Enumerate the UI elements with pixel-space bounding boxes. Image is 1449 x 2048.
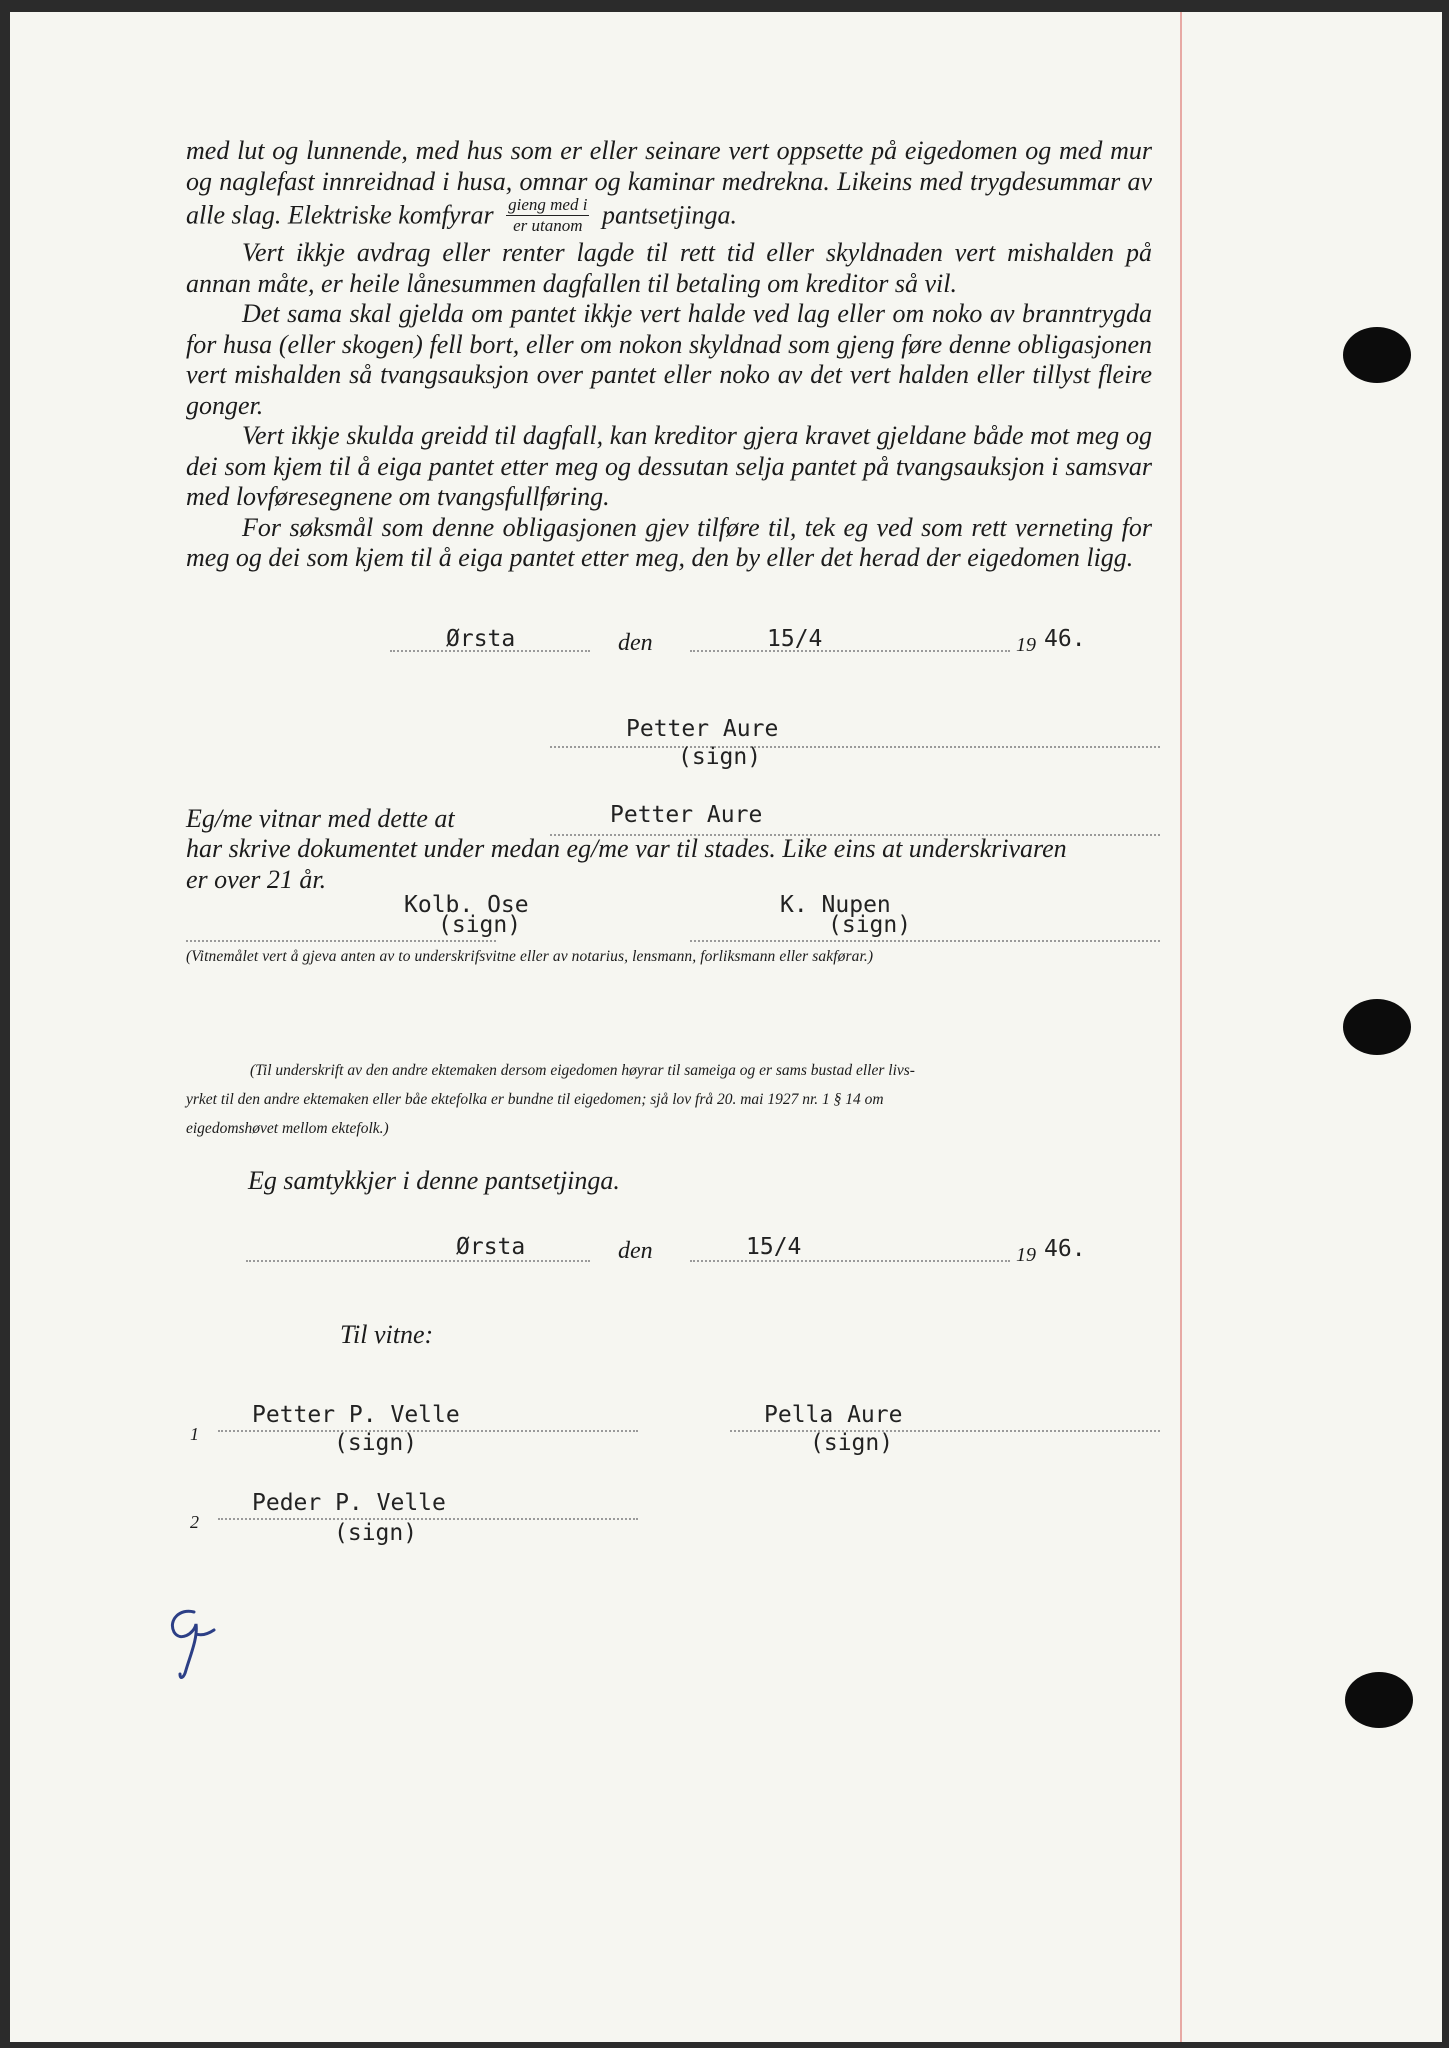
date2-place: Ørsta bbox=[456, 1234, 526, 1260]
signature1-name: Petter Aure bbox=[626, 716, 779, 742]
punch-hole bbox=[1343, 999, 1411, 1055]
witness-number-1: 1 bbox=[190, 1424, 199, 1444]
punch-hole bbox=[1345, 1672, 1413, 1728]
witness-statement-line1: har skrive dokumentet under medan eg/me var til stades. Like eins at underskrivaren bbox=[186, 834, 1067, 863]
paragraph-1 bbox=[186, 136, 1152, 238]
date1-place: Ørsta bbox=[446, 626, 516, 652]
note-witness-rule: (Vitnemålet vert å gjeva anten av to underskrifsvitne eller av notarius, lensmann, forliksmann eller sakførar.) bbox=[186, 948, 874, 965]
margin-rule bbox=[1180, 12, 1182, 2042]
fraction-choice bbox=[506, 195, 589, 236]
fraction-top: gieng med i bbox=[508, 195, 588, 214]
dotted-line bbox=[246, 1260, 590, 1262]
signature1-sign: (sign) bbox=[678, 744, 762, 770]
p1-line2: mur og naglefast innreidnad i husa, omnar og kaminar medrekna. Likeins med bbox=[186, 136, 1153, 196]
date2-year-suffix: 46. bbox=[1044, 1236, 1086, 1262]
witness2-name: K. Nupen bbox=[780, 892, 891, 918]
note2-line2: yrket til den andre ektemaken eller båe ektefolka er bundne til eigedomen; sjå lov frå 20. mai 1927 nr. 1 § 14 om bbox=[186, 1091, 884, 1108]
p1-line3-start: trygdesummar av alle slag. Elektriske komfyrar bbox=[186, 166, 1152, 230]
note2-line3: eigedomshøvet mellom ektefolk.) bbox=[186, 1120, 389, 1137]
document-page bbox=[10, 12, 1442, 2042]
witness-pella-name: Pella Aure bbox=[764, 1402, 903, 1428]
dotted-line bbox=[690, 650, 1010, 652]
paragraph-3: Det sama skal gjelda om pantet ikkje vert halde ved lag eller om noko av branntrygda for husa (eller skogen) fell bort, eller om nokon skyldnad som gjeng føre denne obligasjonen vert mishalden så tvangsauksjon over pantet eller noko av det vert halden eller tillyst fleire gonger. bbox=[186, 299, 1152, 420]
p1-line3-end: pantsetjinga. bbox=[601, 200, 737, 230]
til-vitne-label: Til vitne: bbox=[340, 1320, 434, 1349]
dotted-line bbox=[218, 1518, 638, 1520]
dotted-line bbox=[730, 1430, 1160, 1432]
signature-line bbox=[550, 746, 1160, 748]
witness-velle2-name: Peder P. Velle bbox=[252, 1490, 446, 1516]
paragraph-4: Vert ikkje skulda greidd til dagfall, kan kreditor gjera kravet gjeldane både mot meg og dei som kjem til å eiga pantet etter meg og dessutan selja pantet på tvangsauksjon i samsvar med lovføresegnene om tvangsfullføring. bbox=[186, 421, 1152, 511]
witness-statement-name: Petter Aure bbox=[610, 802, 763, 828]
witness2-sign: (sign) bbox=[828, 912, 912, 938]
note2-line1: (Til underskrift av den andre ektemaken dersom eigedomen høyrar til sameiga og er sams bustad eller livs- bbox=[250, 1062, 915, 1079]
consent-text: Eg samtykkjer i denne pantsetjinga. bbox=[248, 1166, 620, 1195]
date2-date: 15/4 bbox=[746, 1234, 802, 1260]
witness-velle2-sign: (sign) bbox=[334, 1520, 418, 1546]
date2-year-prefix: 19 bbox=[1016, 1244, 1036, 1266]
witness-pella-sign: (sign) bbox=[810, 1430, 894, 1456]
witness-number-2: 2 bbox=[190, 1512, 199, 1532]
date1-date: 15/4 bbox=[767, 626, 823, 652]
date1-den: den bbox=[618, 630, 653, 656]
date1-year-suffix: 46. bbox=[1044, 626, 1086, 652]
witness1-sign: (sign) bbox=[438, 912, 522, 938]
witness1-name: Kolb. Ose bbox=[404, 892, 529, 918]
body-text bbox=[186, 136, 1152, 574]
dotted-line bbox=[218, 1430, 638, 1432]
paragraph-2: Vert ikkje avdrag eller renter lagde til rett tid eller skyldnaden vert mishalden på annan måte, er heile lånesummen dagfallen til betaling om kreditor så vil. bbox=[186, 238, 1152, 298]
paragraph-5: For søksmål som denne obligasjonen gjev tilføre til, tek eg ved som rett verneting for meg og dei som kjem til å eiga pantet etter meg, den by eller det herad der eigedomen ligg. bbox=[186, 512, 1152, 572]
fraction-bottom: er utanom bbox=[513, 216, 583, 235]
p1-line1: med lut og lunnende, med hus som er eller seinare vert oppsette på eigedomen og med bbox=[186, 136, 1103, 165]
handwritten-initial-mark bbox=[160, 1604, 230, 1684]
date2-den: den bbox=[618, 1238, 653, 1264]
witness-statement-prefix: Eg/me vitnar med dette at bbox=[186, 804, 455, 833]
witness-statement-line2: er over 21 år. bbox=[186, 865, 327, 894]
date1-year-prefix: 19 bbox=[1016, 634, 1036, 656]
witness-velle1-name: Petter P. Velle bbox=[252, 1402, 460, 1428]
dotted-line bbox=[690, 1260, 1010, 1262]
witness-velle1-sign: (sign) bbox=[334, 1430, 418, 1456]
punch-hole bbox=[1343, 327, 1411, 383]
